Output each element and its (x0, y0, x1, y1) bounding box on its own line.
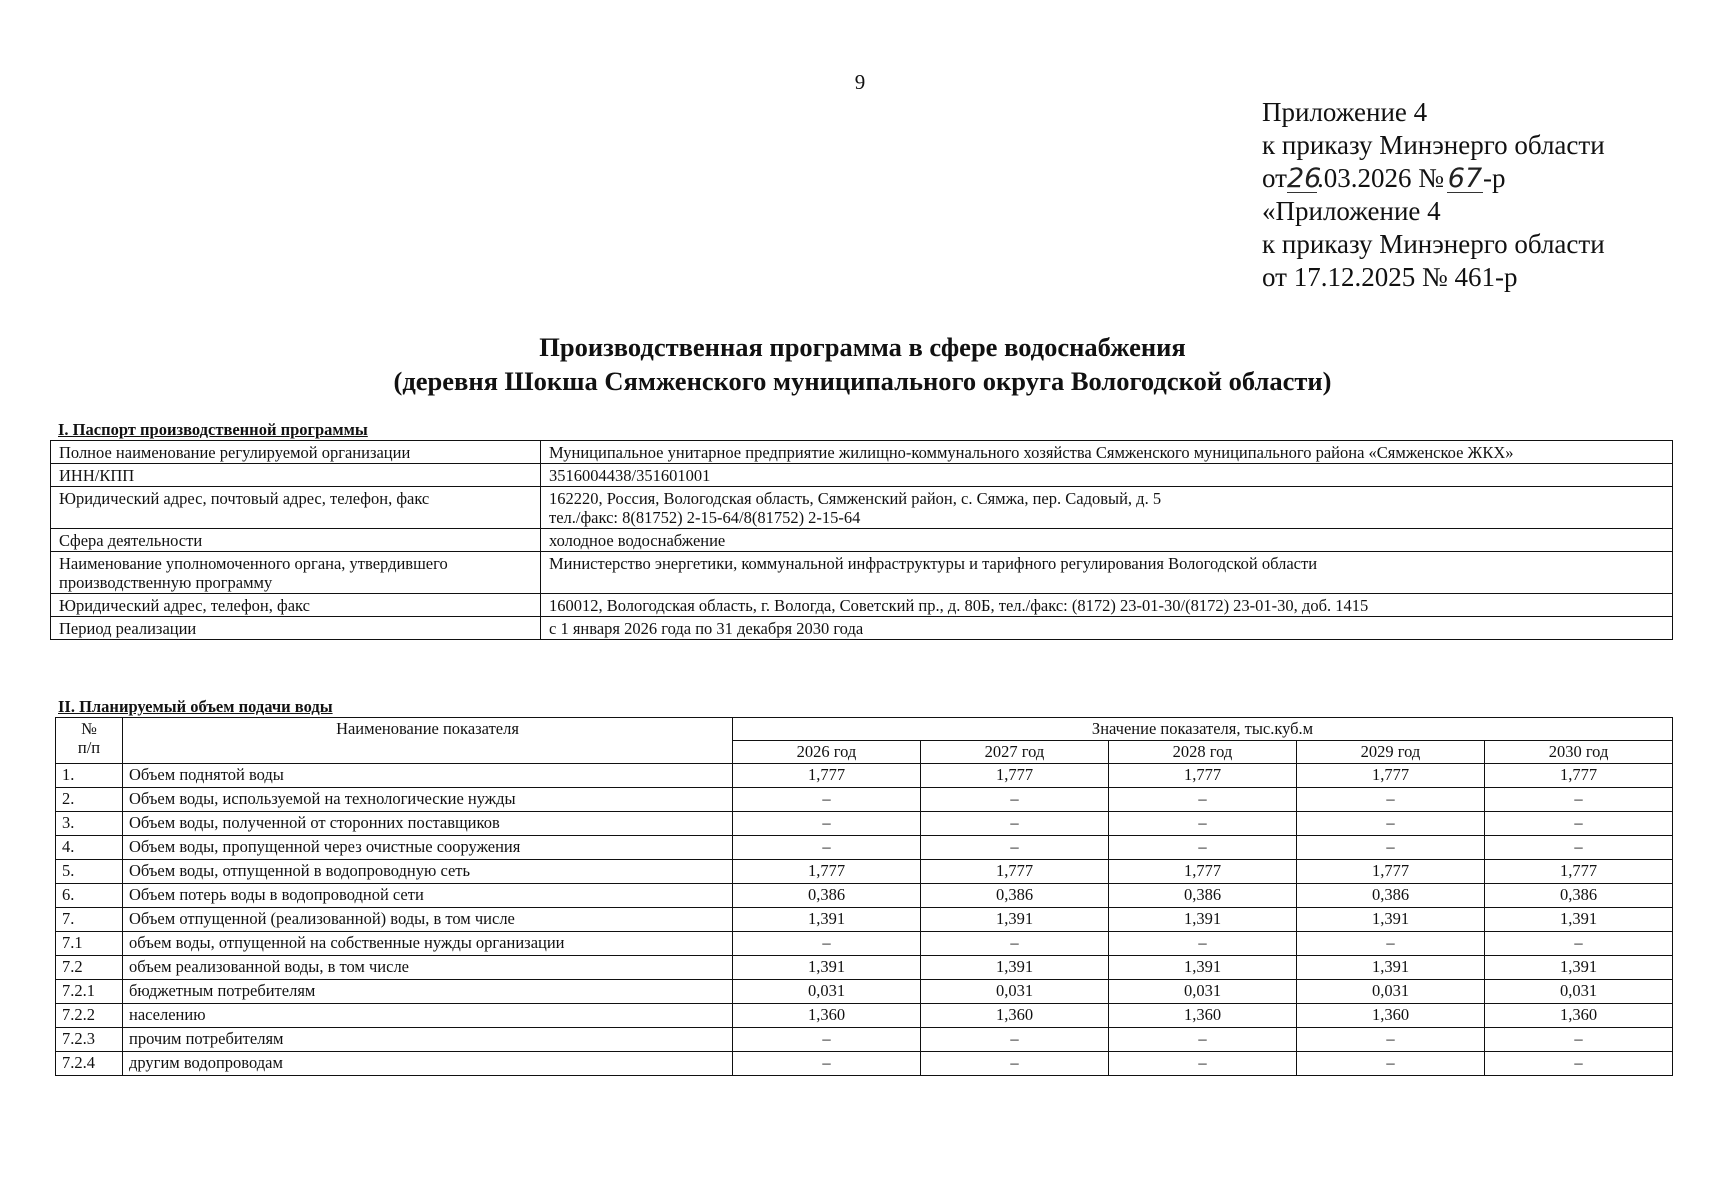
passport-value-address: 162220, Россия, Вологодская область, Сямженский район, с. Сямжа, пер. Садовый, д. 5 (549, 489, 1162, 508)
table-row (56, 956, 1673, 980)
document-title-line-1: Производственная программа в сфере водоснабжения (539, 332, 1186, 362)
row-value: 1,360 (1109, 1004, 1297, 1028)
row-value: 0,031 (733, 980, 921, 1004)
row-number: 7. (56, 908, 123, 932)
row-indicator-name: бюджетным потребителям (123, 980, 733, 1004)
table-row (56, 1052, 1673, 1076)
row-value: – (1297, 836, 1485, 860)
table-row (56, 1004, 1673, 1028)
row-value: 1,360 (921, 1004, 1109, 1028)
row-value: 0,031 (1297, 980, 1485, 1004)
passport-value: Муниципальное унитарное предприятие жилищно-коммунального хозяйства Сямженского муниципального района «Сямженское ЖКХ» (541, 441, 1673, 464)
row-number: 7.2 (56, 956, 123, 980)
row-number: 1. (56, 764, 123, 788)
row-number: 7.2.2 (56, 1004, 123, 1028)
row-indicator-name: Объем воды, пропущенной через очистные сооружения (123, 836, 733, 860)
appendix-line-5: к приказу Минэнерго области (1262, 229, 1605, 259)
table-row (56, 812, 1673, 836)
row-value: 1,360 (1297, 1004, 1485, 1028)
row-value: – (1109, 812, 1297, 836)
row-value: – (733, 812, 921, 836)
row-indicator-name: другим водопроводам (123, 1052, 733, 1076)
passport-label: Наименование уполномоченного органа, утвердившего производственную программу (51, 552, 541, 594)
row-value: 1,391 (921, 908, 1109, 932)
row-number: 4. (56, 836, 123, 860)
section-1-heading: I. Паспорт производственной программы (58, 420, 368, 439)
row-value: – (1297, 788, 1485, 812)
row-value: – (921, 812, 1109, 836)
row-indicator-name: Объем воды, отпущенной в водопроводную сеть (123, 860, 733, 884)
row-value: 1,777 (1485, 860, 1673, 884)
row-value: 0,386 (1109, 884, 1297, 908)
row-value: – (1109, 836, 1297, 860)
row-value: – (921, 836, 1109, 860)
passport-value: 160012, Вологодская область, г. Вологда, Советский пр., д. 80Б, тел./факс: (8172) 23-01-30/(8172) 23-01-30, доб. 1415 (541, 594, 1673, 617)
appendix-line-6: от 17.12.2025 № 461-р (1262, 262, 1518, 292)
row-value: – (1109, 1028, 1297, 1052)
appendix-date-prefix: от (1262, 163, 1287, 193)
row-value: 1,391 (733, 908, 921, 932)
row-value: – (1109, 1052, 1297, 1076)
row-value: – (1485, 812, 1673, 836)
row-number: 5. (56, 860, 123, 884)
row-value: – (1109, 932, 1297, 956)
row-number: 3. (56, 812, 123, 836)
col-number-header (56, 718, 123, 764)
row-value: – (1485, 1028, 1673, 1052)
row-indicator-name: Объем воды, полученной от сторонних поставщиков (123, 812, 733, 836)
row-value: – (733, 1052, 921, 1076)
row-value: 1,391 (1109, 956, 1297, 980)
row-value: 1,777 (1109, 860, 1297, 884)
row-number: 7.1 (56, 932, 123, 956)
row-number: 2. (56, 788, 123, 812)
row-indicator-name: Объем отпущенной (реализованной) воды, в том числе (123, 908, 733, 932)
table-row (56, 860, 1673, 884)
row-value: – (1297, 932, 1485, 956)
row-value: 0,386 (733, 884, 921, 908)
passport-value (541, 487, 1673, 529)
passport-label: Сфера деятельности (51, 529, 541, 552)
row-indicator-name: прочим потребителям (123, 1028, 733, 1052)
row-value: – (733, 788, 921, 812)
row-value: – (921, 932, 1109, 956)
row-indicator-name: Объем поднятой воды (123, 764, 733, 788)
row-value: 1,777 (1297, 860, 1485, 884)
row-indicator-name: объем реализованной воды, в том числе (123, 956, 733, 980)
row-value: – (921, 1028, 1109, 1052)
year-header: 2029 год (1297, 741, 1485, 764)
passport-value: 3516004438/351601001 (541, 464, 1673, 487)
year-header: 2030 год (1485, 741, 1673, 764)
row-value: – (1297, 1028, 1485, 1052)
row-value: 1,777 (1485, 764, 1673, 788)
passport-value: Министерство энергетики, коммунальной инфраструктуры и тарифного регулирования Вологодской области (541, 552, 1673, 594)
passport-label: ИНН/КПП (51, 464, 541, 487)
row-value: 0,031 (1109, 980, 1297, 1004)
year-header: 2026 год (733, 741, 921, 764)
row-value: 1,777 (921, 860, 1109, 884)
table-row (56, 884, 1673, 908)
passport-value: холодное водоснабжение (541, 529, 1673, 552)
row-value: 0,386 (1297, 884, 1485, 908)
handwritten-order-number: 67 (1447, 163, 1483, 194)
passport-row (51, 617, 1673, 640)
row-indicator-name: населению (123, 1004, 733, 1028)
year-header: 2027 год (921, 741, 1109, 764)
row-value: 1,391 (921, 956, 1109, 980)
col-name-header: Наименование показателя (123, 718, 733, 764)
passport-row (51, 441, 1673, 464)
row-value: 1,777 (921, 764, 1109, 788)
row-value: – (733, 932, 921, 956)
table-row (56, 1028, 1673, 1052)
col-number-header-line-1: № (81, 719, 97, 738)
row-value: 1,777 (733, 764, 921, 788)
passport-row (51, 464, 1673, 487)
row-value: – (1485, 1052, 1673, 1076)
page-number: 9 (854, 70, 866, 94)
row-number: 7.2.4 (56, 1052, 123, 1076)
row-value: 0,031 (921, 980, 1109, 1004)
table-row (56, 764, 1673, 788)
row-value: 1,391 (733, 956, 921, 980)
row-value: – (733, 1028, 921, 1052)
row-indicator-name: Объем воды, используемой на технологические нужды (123, 788, 733, 812)
appendix-order-suffix: -р (1482, 163, 1506, 193)
col-value-header: Значение показателя, тыс.куб.м (733, 718, 1673, 741)
row-value: – (1297, 1052, 1485, 1076)
table-row (56, 908, 1673, 932)
passport-label: Полное наименование регулируемой организации (51, 441, 541, 464)
row-indicator-name: Объем потерь воды в водопроводной сети (123, 884, 733, 908)
passport-label: Юридический адрес, почтовый адрес, телефон, факс (51, 487, 541, 529)
table-row (56, 836, 1673, 860)
document-title-line-2: (деревня Шокша Сямженского муниципального округа Вологодской области) (393, 366, 1332, 396)
appendix-line-3 (1262, 162, 1605, 195)
row-value: 0,386 (1485, 884, 1673, 908)
row-value: – (733, 836, 921, 860)
row-value: 1,391 (1297, 956, 1485, 980)
passport-label: Период реализации (51, 617, 541, 640)
appendix-line-1: Приложение 4 (1262, 97, 1428, 127)
row-value: 1,777 (1109, 764, 1297, 788)
appendix-line-4: «Приложение 4 (1262, 196, 1441, 226)
water-volume-table (55, 717, 1673, 1076)
row-value: 1,360 (1485, 1004, 1673, 1028)
row-value: 1,391 (1109, 908, 1297, 932)
passport-row (51, 529, 1673, 552)
row-indicator-name: объем воды, отпущенной на собственные нужды организации (123, 932, 733, 956)
passport-row (51, 594, 1673, 617)
passport-row (51, 552, 1673, 594)
row-value: 1,777 (1297, 764, 1485, 788)
row-number: 7.2.1 (56, 980, 123, 1004)
handwritten-day: 26 (1286, 163, 1322, 194)
row-number: 6. (56, 884, 123, 908)
row-value: 1,391 (1485, 908, 1673, 932)
passport-row (51, 487, 1673, 529)
row-value: – (1485, 836, 1673, 860)
row-value: – (921, 1052, 1109, 1076)
section-2-heading: II. Планируемый объем подачи воды (58, 697, 333, 716)
table-row (56, 932, 1673, 956)
passport-value-phone: тел./факс: 8(81752) 2-15-64/8(81752) 2-15-64 (549, 508, 861, 527)
row-value: 1,360 (733, 1004, 921, 1028)
document-title (0, 330, 1725, 398)
appendix-date-mid: .03.2026 № (1316, 163, 1444, 193)
appendix-header (1262, 96, 1605, 294)
row-value: – (921, 788, 1109, 812)
table-header-row (56, 718, 1673, 741)
row-value: – (1109, 788, 1297, 812)
row-value: 1,777 (733, 860, 921, 884)
appendix-line-2: к приказу Минэнерго области (1262, 130, 1605, 160)
passport-table (50, 440, 1673, 640)
table-row (56, 980, 1673, 1004)
passport-value: с 1 января 2026 года по 31 декабря 2030 года (541, 617, 1673, 640)
row-value: 1,391 (1297, 908, 1485, 932)
row-value: 0,386 (921, 884, 1109, 908)
year-header: 2028 год (1109, 741, 1297, 764)
col-number-header-line-2: п/п (77, 738, 101, 757)
row-value: 1,391 (1485, 956, 1673, 980)
row-value: – (1297, 812, 1485, 836)
row-value: – (1485, 932, 1673, 956)
row-value: – (1485, 788, 1673, 812)
table-row (56, 788, 1673, 812)
passport-label: Юридический адрес, телефон, факс (51, 594, 541, 617)
row-value: 0,031 (1485, 980, 1673, 1004)
row-number: 7.2.3 (56, 1028, 123, 1052)
